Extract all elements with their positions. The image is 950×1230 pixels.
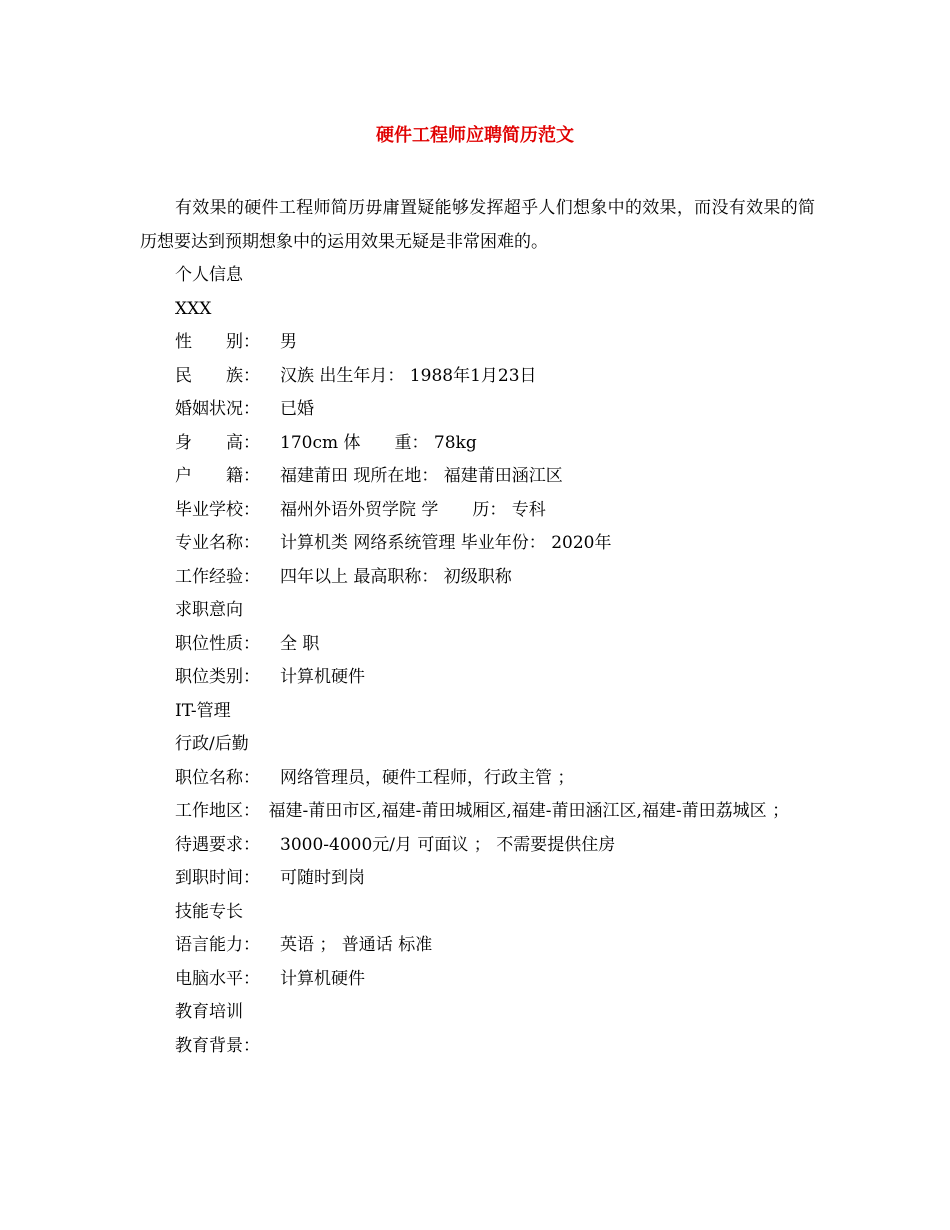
field-label: 电脑水平： — [175, 968, 260, 989]
field-job-title — [140, 762, 815, 796]
field-label: 工作经验： — [175, 566, 260, 587]
section-header-education: 教育培训 — [175, 1002, 243, 1022]
field-ethnicity — [140, 360, 815, 394]
field-start-time — [140, 862, 815, 896]
field-label: 语言能力： — [175, 935, 260, 955]
field-label: 职位性质： — [175, 633, 260, 654]
field-marital-status — [140, 393, 815, 427]
intro-paragraph: 有效果的硬件工程师简历毋庸置疑能够发挥超乎人们想象中的效果，而没有效果的简历想要达到预期想象中的运用效果无疑是非常困难的。 — [140, 198, 815, 252]
field-value: 170cm 体 重： 78kg — [280, 432, 477, 453]
section-header-intent: 求职意向 — [175, 600, 243, 620]
field-value: 3000-4000元/月 可面议 ； 不需要提供住房 — [280, 834, 616, 855]
section-header-skills: 技能专长 — [175, 901, 243, 922]
field-job-nature — [140, 628, 815, 662]
field-value: 计算机类 网络系统管理 毕业年份： 2020年 — [280, 533, 612, 553]
resume-body — [140, 259, 815, 1063]
field-height — [140, 427, 815, 461]
field-label: 户 籍： — [175, 466, 260, 486]
field-value: 全 职 — [280, 633, 320, 654]
field-computer-level — [140, 963, 815, 997]
field-value: 可随时到岗 — [280, 868, 365, 888]
field-value: 计算机硬件 — [280, 667, 365, 687]
field-label: 民 族： — [175, 365, 260, 386]
field-label: 婚姻状况： — [175, 399, 260, 419]
field-value: 汉族 出生年月： 1988年1月23日 — [280, 365, 537, 386]
document-title: 硬件工程师应聘简历范文 — [376, 125, 574, 146]
field-value: 网络管理员，硬件工程师，行政主管 ； — [280, 767, 575, 788]
field-label: 职位类别： — [175, 667, 260, 687]
field-value: 四年以上 最高职称： 初级职称 — [280, 566, 512, 587]
field-school — [140, 494, 815, 528]
field-value: 已婚 — [280, 399, 314, 419]
field-label: 性 别： — [175, 332, 260, 352]
job-category-extra-it: IT-管理 — [175, 700, 231, 721]
section-header-personal: 个人信息 — [175, 265, 243, 285]
field-value: 福建莆田 现所在地： 福建莆田涵江区 — [280, 466, 563, 486]
field-value: 男 — [280, 332, 297, 352]
job-category-extra-admin: 行政/后勤 — [175, 734, 249, 754]
candidate-name: XXX — [175, 298, 212, 319]
field-hukou — [140, 460, 815, 494]
field-language — [140, 929, 815, 963]
field-label: 职位名称： — [175, 767, 260, 788]
field-label: 专业名称： — [175, 533, 260, 553]
field-label: 到职时间： — [175, 868, 260, 888]
field-job-category — [140, 661, 815, 695]
field-major — [140, 527, 815, 561]
field-work-area: 工作地区： 福建-莆田市区,福建-莆田城厢区,福建-莆田涵江区,福建-莆田荔城区 ； — [175, 801, 790, 821]
field-label: 毕业学校： — [175, 499, 260, 520]
field-value: 福州外语外贸学院 学 历： 专科 — [280, 499, 546, 520]
field-label: 身 高： — [175, 432, 260, 453]
field-label: 待遇要求： — [175, 834, 260, 855]
field-value: 计算机硬件 — [280, 968, 365, 989]
field-experience — [140, 561, 815, 595]
field-salary — [140, 829, 815, 863]
field-value: 英语 ； 普通话 标准 — [280, 935, 433, 955]
field-gender — [140, 326, 815, 360]
field-education-background: 教育背景： — [175, 1035, 260, 1056]
